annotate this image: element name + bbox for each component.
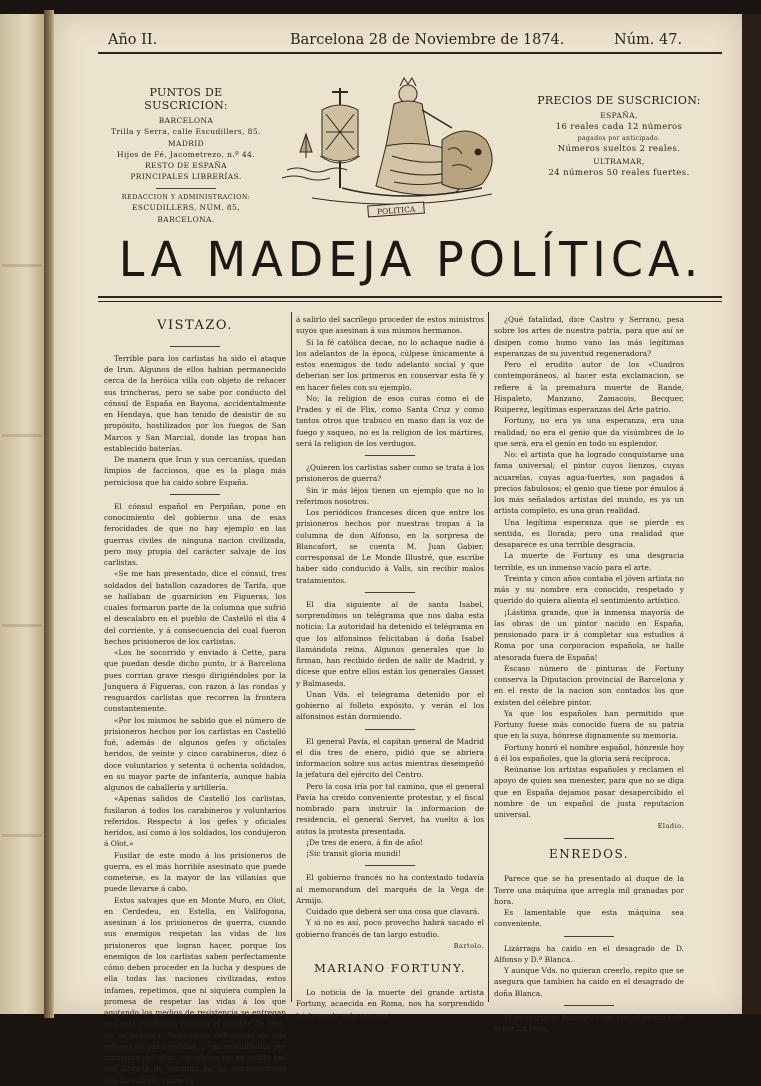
- article-paragraph: La muerte de Fortuny es una desgracia terrible, es un inmenso vacío para el arte.: [494, 551, 684, 572]
- subscription-prices: [524, 94, 714, 180]
- price-line: 24 números 50 reales fuertes.: [548, 168, 690, 178]
- article-paragraph: ¿Quieren los carlistas saber como se trata á los prisioneros de guerra?: [296, 463, 484, 484]
- adjacent-page-edge: [0, 14, 46, 1014]
- column-separator: [291, 312, 292, 1002]
- article-paragraph: «Apenas salidos de Castelló los carlistas, fusilaron á todos los carabineros y voluntarios referidos. Respecto á los gefes y oficiales heridos, así como á los soldados, los condujeron á Olot.»: [104, 794, 286, 849]
- paragraph-divider: [170, 494, 220, 495]
- paragraph-divider: [365, 865, 415, 866]
- ribbon-text: POLITICA: [376, 204, 416, 217]
- article-paragraph: Parece que se ha presentado al duque de la Torre una máquina que arregla mil granadas por hora.: [494, 874, 684, 906]
- header-rule: [98, 52, 722, 54]
- redaction-address: ESCUDILLERS, NÚM. 85, BARCELONA.: [131, 203, 241, 224]
- column-vistazo: [104, 314, 286, 1085]
- article-paragraph: No; la religion de esos curas como el de Prades y el de Flix, como Santa Cruz y como tantos otros que trabuco en mano dan la voz de fuego y saqueo, no es la religion de los mártires, será la religion de los verdugos.: [296, 393, 484, 448]
- redaction-label: REDACCION Y ADMINISTRACION:: [121, 192, 251, 201]
- article-paragraph: «Los he socorrido y enviado á Cette, para que puedan desde dicho punto, ir á Barcelona pues corrian grave riesgo dirigiéndoles por la Junquera á Figueras, con razon á las rondas y resguardos carlistas que recorren la frontera constantemente.: [104, 648, 286, 714]
- column-middle: [296, 314, 484, 1020]
- issue-number: Núm. 47.: [614, 32, 683, 48]
- column-right: [494, 314, 684, 1034]
- subscription-points: [106, 86, 266, 225]
- subscription-prices-title: PRECIOS DE SUSCRICION:: [537, 94, 701, 107]
- article-paragraph: Si la fé católica decae, no lo achaque nadie á los adelantos de la época, cúlpese únicamente á estos enemigos de todo adelanto social y que deberian ser los primeros en conservar esta fé y en hacer fieles con su ejemplo.: [296, 337, 484, 392]
- section-heading-fortuny: MARIANO FORTUNY.: [314, 960, 466, 975]
- paragraph-divider: [564, 936, 614, 937]
- article-paragraph: Fortuny honró el nombre español, hónrenle hoy á él los españoles, que la gloria será recíproca.: [494, 742, 684, 763]
- article-paragraph: Ya que los españoles han permitido que Fortuny fuese más conocido fuera de su patria que en la suya, hónrese dignamente su memoria.: [494, 708, 684, 741]
- article-paragraph: De manera que Irun y sus cercanías, quedan limpios de facciosos, que es la plaga más perniciosa que ha caido sobre España.: [104, 455, 286, 487]
- subscription-city: BARCELONA: [158, 116, 214, 125]
- article-paragraph: «Por los mismos he sabido que el número de prisioneros hechos por los carlistas en Castelló fué, además de algunos gefes y oficiales heridos, de veinte y cinco carabineros, diez ó doce voluntarios y setenta ú ochenta soldados, en su mayor parte de infantería, aunque habia algunos de caballería y artillería.: [104, 715, 286, 792]
- article-paragraph: Pero el erudito autor de los «Cuadros contemporáneos, al hacer esta exclamacion, se refiere á la prematura muerte de Rande, Hispaleto, Manzano, Zamacois, Becquer, Ruiperez, legítimas esperanzas del Arte patrio.: [494, 360, 684, 414]
- masthead-rule-thin: [98, 301, 722, 302]
- subscription-region: RESTO DE ESPAÑA: [144, 161, 228, 170]
- article-paragraph: Pero la cosa iría por tal camino, que el general Pavía ha creido conveniente protestar, y el fiscal nombrado para instruir la informacion de residencia, el general Servet, ha vuelto á los autos la protesta presentada.: [296, 781, 484, 836]
- subscription-points-title: PUNTOS DE SUSCRICION:: [144, 86, 228, 112]
- article-paragraph: Lo noticia de la muerte del grande artista Fortuny, acaecida en Roma, nos ha sorprendido tristemente esta semana.: [296, 988, 484, 1020]
- paragraph-divider: [564, 1005, 614, 1006]
- article-paragraph: ¡De tres de enero, á fin de año!: [306, 837, 424, 847]
- paragraph-divider: [365, 592, 415, 593]
- section-divider: [564, 838, 614, 839]
- section-heading-vistazo: VISTAZO.: [157, 318, 233, 333]
- article-paragraph: Lizárraga ha caido en el desagrado de D. Alfonso y D.ª Blanca.: [494, 943, 684, 964]
- newspaper-page: [54, 14, 742, 1085]
- article-paragraph: El general Pavía, el capitan general de Madrid el dia tres de enero, pidió que se abriera informacion sobre sus actos mientras desempeñó la jefatura del ejército del Centro.: [296, 736, 484, 780]
- article-paragraph: Es lamentable que esta máquina sea conveniente.: [494, 908, 684, 929]
- masthead-engraving: [282, 70, 512, 222]
- article-paragraph: Estos salvajes que en Monte Muro, en Olot, en Cerdedeu, en Estella, en Vallfogona, asesinan á los prisioneros de guerra, cuando sus enemigos respetan las vidas de los prisioneros que logran hacer, porque los enemigos de los carlistas saben perfectamente cómo deben proceder en la lucha y despues de ella todas las naciones civilizadas, estos infames, repetimos, que ni siquiera cumplen la promesa de respetar las vidas á los que agotando los medios de resistencia se entregan con esta condicion, invocan el nombre de Dios, en su bandera, llamándose defensores de una religion de paz y caridad, y van acaudillados por ministros del altar. La iglesia no ha salido tan mal librada de ninguna de las persecuciones que ha sufrido, como va: [104, 895, 286, 1085]
- price-region: ESPAÑA,: [600, 111, 638, 120]
- article-paragraph: Una legítima esperanza que se pierde es sentida, es llorada; pero una realidad que desaparece es una terrible desgracia.: [494, 517, 684, 549]
- article-paragraph: ¿Qué fatalidad, dice Castro y Serrano, pesa sobre los artes de nuestra patria, para que así se disipen como humo vano las más legítimas esperanzas de su juventud regeneradora?: [494, 315, 684, 358]
- article-paragraph: No: el artista que ha logrado conquistarse una fama universal; el pintor cuyos lienzos, cuyas acuarelas, cuyas agua-fuertes, son pagados á precios fabulosos; el genio que tiene por émulos á los más señalados artistas del mundo, es ya un artista completo, es una gran realidad.: [494, 450, 684, 516]
- article-paragraph: Unan Vds. el telegrama detenido por el gobierno al folleto expósito, y verán el los alfonsinos están dormiendo.: [296, 689, 484, 722]
- price-note: pagados por anticipado.: [577, 135, 661, 142]
- subscription-city: MADRID: [167, 138, 205, 148]
- article-paragraph: ¡Sic transit gloria mundi!: [306, 849, 401, 858]
- issue-year: Año II.: [108, 32, 158, 48]
- paragraph-divider: [365, 455, 415, 456]
- subscription-address: Hijos de Fé, Jacometrezo, n.º 44.: [117, 149, 255, 159]
- article-paragraph: Escaso número de pinturas de Fortuny conserva la Diputacion provincial de Barcelona y en el resto de la nacion son contados los que existen del célebre pintor.: [494, 663, 684, 707]
- article-paragraph: Los periódicos franceses dicen que entre los prisioneros hechos por nuestras tropas á la columna de don Alfonso, en la sorpresa de Blancafort, se cuenta M. Juan Gabier, corresponsal de Le Monde Illustré, que escribe haber sido conducido á Valls, sin recibir malos tratamientos.: [296, 508, 484, 585]
- masthead-rule: [98, 296, 722, 298]
- price-line: Números sueltos 2 reales.: [557, 144, 681, 154]
- article-paragraph: Reúnanse los artistas españoles y reclamen el apoyo de quien sea menester, para que no se diga que en España dejamos pasar desapercibido el nombre de un español de justa reputacion universal.: [494, 765, 684, 819]
- article-signature: Bartolo.: [453, 941, 484, 950]
- subscription-address: Trilla y Serra, calle Escudillers, 85.: [111, 127, 261, 137]
- article-paragraph: El dia siguiente al de santa Isabel, sorprendímos un telégrama que nos daba esta noticia: La autoridad ha detenido el telégrama en que los alfonsinos felicitaban á doña Isabel llamándola reina. Algunos generales que lo firman, han recibido órden de salir de Madrid, y dícese que entre ellos están los generales Gasset y Balmaseda.: [296, 599, 484, 688]
- article-signature: Eladio.: [657, 822, 684, 831]
- page-edge-shadow: [742, 14, 761, 1014]
- article-paragraph: Y si no es así, poco provecho habrá sacado el gobierno francés de tan largo estudio.: [296, 918, 484, 939]
- article-paragraph: Sin ir más léjos tienen un ejemplo que no lo referimos nosotros.: [296, 485, 484, 506]
- article-paragraph: Terrible para los carlistas ha sido el ataque de Irun. Algunos de ellos habian permanecido cerca de la heróica villa con objeto de rehacer sus trincheras, pero se sabe por conducto del cónsul de España en Bayona, accidentalmente en Hendaya, que han tenido de desistir de su propósito, hostilizados por los fuegos de San Marcos y San Marcial, donde las tropas han establecido baterías.: [104, 353, 286, 453]
- article-paragraph: Cuidado que deberá ser una cosa que clavará.: [306, 907, 480, 916]
- article-paragraph: El ex-mariscal Bazaine, viaja con el nombre de señor La Pena.: [494, 1012, 684, 1034]
- newspaper-masthead: LA MADEJA POLÍTICA.: [118, 230, 704, 288]
- article-paragraph: ¡Lástima grande, que la inmensa mayoría de las obras de un pintor nacido en España, pensionado para ir á completar sus estudios á Roma por una corporacion española, se halle atesorada fuera de España!: [494, 607, 684, 662]
- book-binding: [44, 10, 54, 1018]
- article-paragraph: á salirlo del sacrílego proceder de estos ministros suyos que asesinan á sus mismos hermanos.: [296, 315, 484, 336]
- price-line: 16 reales cada 12 números: [555, 122, 683, 133]
- article-paragraph: Fortuny, no era ya una esperanza, era una realidad; no era el genio que da visúmbres de lo que será, era el genio en todo su esplendor.: [494, 416, 684, 448]
- issue-date: Barcelona 28 de Noviembre de 1874.: [290, 32, 565, 48]
- subscription-region: PRINCIPALES LIBRERÍAS.: [130, 172, 242, 182]
- article-paragraph: Y aunque Vds. no quieran creerlo, repito que se asegura que tambien ha caido en el desagrado de doña Blanca.: [494, 966, 684, 998]
- paragraph-divider: [365, 729, 415, 730]
- section-heading-enredos: ENREDOS.: [548, 847, 630, 862]
- column-separator: [488, 312, 489, 1002]
- heading-divider: [170, 346, 220, 347]
- allegory-figure-illustration: [282, 70, 512, 222]
- price-region: ULTRAMAR,: [593, 156, 645, 166]
- article-paragraph: Fusilar de este modo á los prisioneros de guerra, es el más horrible asesinato que puede cometerse, es la mayor de las villanías que puede llevarse á cabo.: [104, 850, 286, 894]
- article-paragraph: Treinta y cinco años contaba el jóven artista no más y su nombre era conocido, respetado y querido do quiera alienta el sentimiento artístico.: [494, 573, 684, 606]
- article-paragraph: El cónsul español en Perpiñan, pone en conocimiento del gobierno una de esas ferocidades de que no hay ejemplo en las guerras civiles de ninguna nacion civilizada, pero muy propia del carácter salvaje de los carlistas.: [104, 501, 286, 567]
- box-divider: [156, 188, 216, 189]
- article-paragraph: El gobierno francés no ha contestado todavía al memorandum del marqués de la Vega de Armijo.: [296, 873, 484, 905]
- article-paragraph: «Se me han presentado, dice el cónsul, tres soldados del batallon cazadores de Tarifa, que se hallaban de guarnicion en Figueras, los cuales formaron parte de la columna que sufrió el descalabro en el pueblo de Castelló el dia 4 del corriente, y á consecuencia del cual fueron hechos prisioneros de los carlistas.: [104, 569, 286, 646]
